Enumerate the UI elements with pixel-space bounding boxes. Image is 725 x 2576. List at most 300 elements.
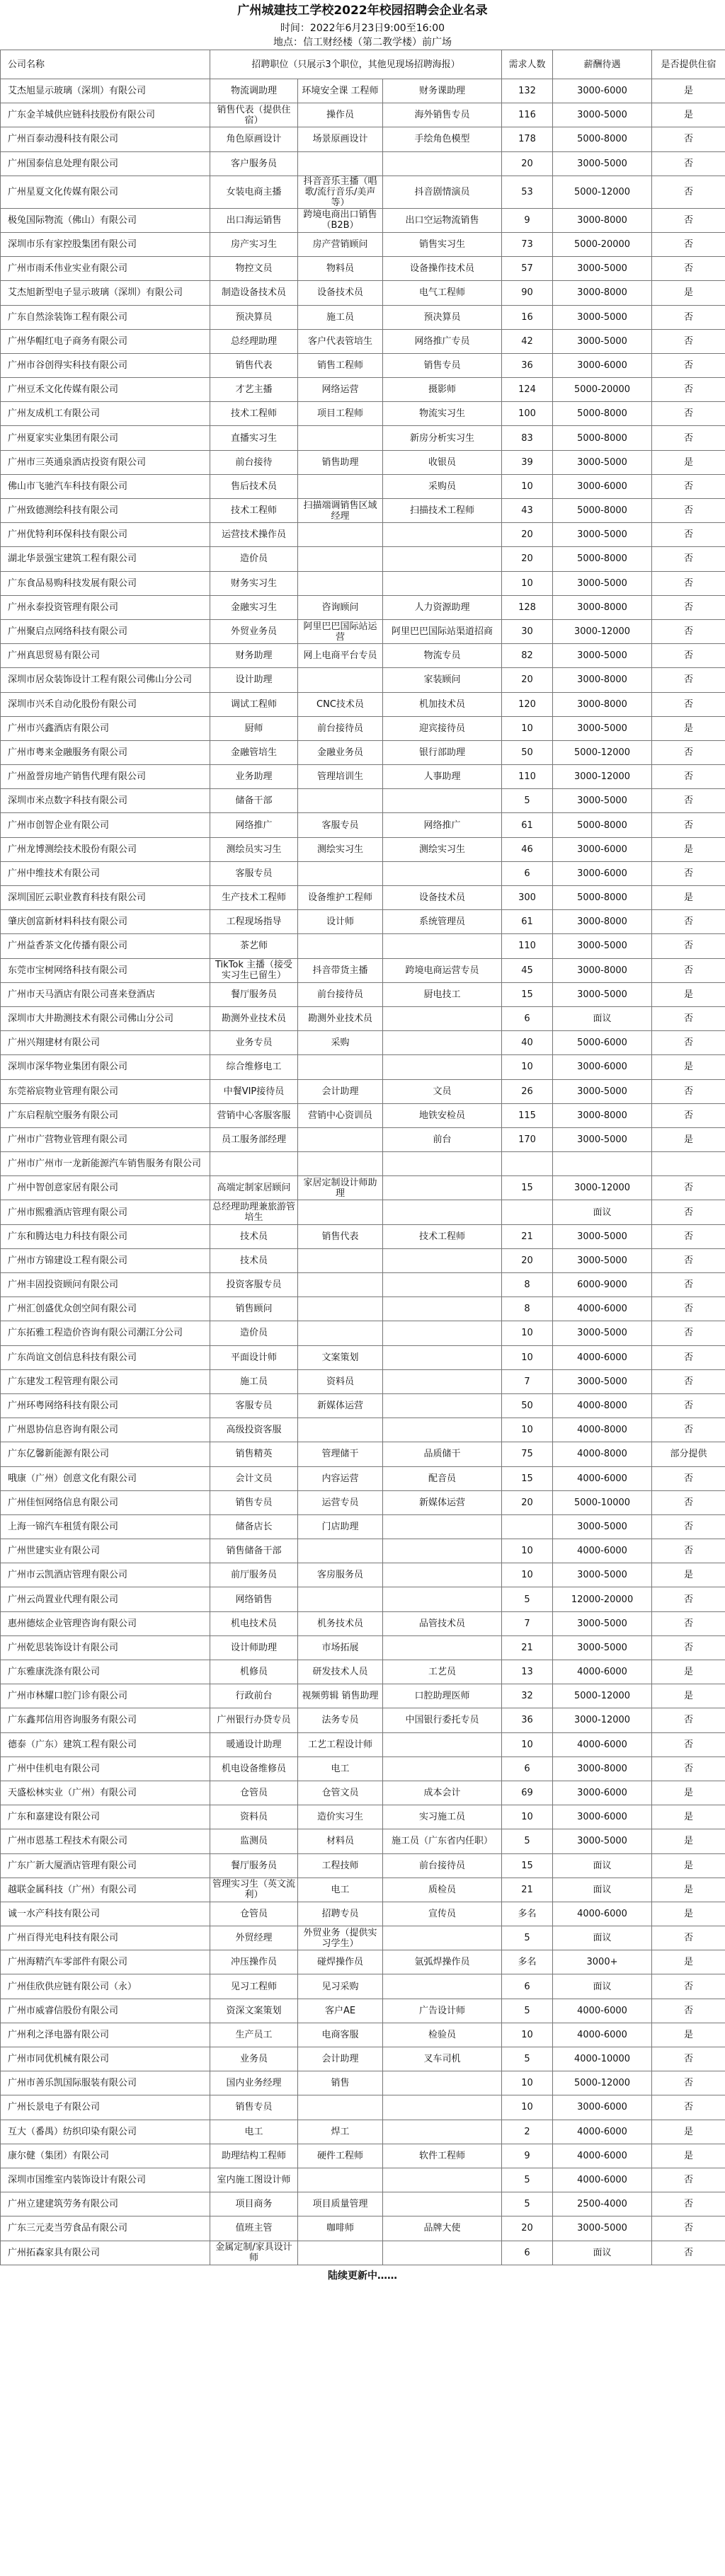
position-3 xyxy=(383,1926,502,1950)
salary: 5000-12000 xyxy=(553,176,652,208)
headcount: 10 xyxy=(502,716,553,740)
salary: 3000-5000 xyxy=(553,1224,652,1248)
position-3 xyxy=(383,1297,502,1321)
table-row xyxy=(1,1926,725,1950)
housing: 否 xyxy=(652,1539,725,1563)
company-name: 越联金属科技（广州）有限公司 xyxy=(1,1878,210,1902)
salary: 3000-12000 xyxy=(553,1708,652,1732)
position-1: 预决算员 xyxy=(210,305,298,329)
position-2: 金融业务员 xyxy=(298,740,383,764)
table-row xyxy=(1,861,725,885)
table-row xyxy=(1,1514,725,1539)
headcount: 120 xyxy=(502,692,553,716)
salary: 3000-5000 xyxy=(553,1635,652,1660)
position-2: 研发技术人员 xyxy=(298,1660,383,1684)
position-3: 新媒体运营 xyxy=(383,1490,502,1514)
headcount: 6 xyxy=(502,2241,553,2265)
headcount: 8 xyxy=(502,1297,553,1321)
table-row xyxy=(1,1708,725,1732)
table-row xyxy=(1,499,725,523)
position-1: 才艺主播 xyxy=(210,378,298,402)
position-3: 品牌大使 xyxy=(383,2216,502,2241)
company-name: 深圳市居众装饰设计工程有限公司佛山分公司 xyxy=(1,668,210,692)
salary: 4000-8000 xyxy=(553,1393,652,1418)
position-3: 海外销售专员 xyxy=(383,103,502,127)
position-1: 中餐VIP接待员 xyxy=(210,1079,298,1103)
headcount: 61 xyxy=(502,813,553,837)
salary: 3000-8000 xyxy=(553,1756,652,1781)
position-3 xyxy=(383,1369,502,1393)
salary: 3000-6000 xyxy=(553,1781,652,1805)
table-row xyxy=(1,1006,725,1030)
housing: 否 xyxy=(652,151,725,176)
position-3: 跨境电商运营专员 xyxy=(383,958,502,982)
headcount: 10 xyxy=(502,571,553,595)
position-1: 室内施工图设计师 xyxy=(210,2168,298,2192)
company-name: 广州真思贸易有限公司 xyxy=(1,644,210,668)
position-3 xyxy=(383,523,502,547)
headcount: 10 xyxy=(502,1732,553,1756)
position-3: 工艺员 xyxy=(383,1660,502,1684)
company-name: 天盛松林实业（广州）有限公司 xyxy=(1,1781,210,1805)
position-2: 营销中心资训员 xyxy=(298,1103,383,1127)
position-1: 角色原画设计 xyxy=(210,127,298,151)
housing: 否 xyxy=(652,1418,725,1442)
housing: 是 xyxy=(652,1853,725,1878)
company-name: 广州拓森家具有限公司 xyxy=(1,2241,210,2265)
table-row xyxy=(1,1248,725,1272)
salary: 5000-8000 xyxy=(553,886,652,910)
salary: 3000-6000 xyxy=(553,474,652,498)
position-1: 网络推广 xyxy=(210,813,298,837)
headcount: 124 xyxy=(502,378,553,402)
table-row xyxy=(1,765,725,789)
position-3: 物流专员 xyxy=(383,644,502,668)
housing: 否 xyxy=(652,208,725,232)
salary: 3000-6000 xyxy=(553,837,652,861)
table-row xyxy=(1,176,725,208)
position-3: 预决算员 xyxy=(383,305,502,329)
position-1: 制造设备技术员 xyxy=(210,281,298,305)
headcount: 73 xyxy=(502,232,553,256)
salary: 3000-5000 xyxy=(553,982,652,1006)
position-1: 业务员 xyxy=(210,2047,298,2071)
position-1: 财务助理 xyxy=(210,644,298,668)
position-2 xyxy=(298,1539,383,1563)
table-row xyxy=(1,619,725,643)
position-1: 管理实习生（英文流利） xyxy=(210,1878,298,1902)
company-name: 深圳市兴禾自动化股份有限公司 xyxy=(1,692,210,716)
position-1: 技术员 xyxy=(210,1224,298,1248)
position-3: 测绘实习生 xyxy=(383,837,502,861)
housing: 否 xyxy=(652,1297,725,1321)
company-name: 广东雅康洗涤有限公司 xyxy=(1,1660,210,1684)
position-3: 品质储干 xyxy=(383,1442,502,1466)
company-name: 广州豆禾文化传媒有限公司 xyxy=(1,378,210,402)
event-place: 地点：信工财经楼（第二教学楼）前广场 xyxy=(273,37,452,48)
position-3: 出口空运物流销售 xyxy=(383,208,502,232)
salary: 4000-6000 xyxy=(553,1345,652,1369)
headcount: 5 xyxy=(502,2047,553,2071)
position-2: 测绘实习生 xyxy=(298,837,383,861)
table-row xyxy=(1,982,725,1006)
position-2 xyxy=(298,571,383,595)
position-2: 见习采购 xyxy=(298,1974,383,1999)
position-2 xyxy=(298,2095,383,2120)
company-name: 深圳市深华物业集团有限公司 xyxy=(1,1055,210,1079)
table-row xyxy=(1,257,725,281)
position-1: 见习工程师 xyxy=(210,1974,298,1999)
position-2: 客户AE xyxy=(298,1999,383,2023)
position-2 xyxy=(298,1273,383,1297)
company-name: 广州市雨禾伟业实业有限公司 xyxy=(1,257,210,281)
company-name: 康尔健（集团）有限公司 xyxy=(1,2144,210,2168)
position-1: 外贸经理 xyxy=(210,1926,298,1950)
position-1: 仓管员 xyxy=(210,1902,298,1926)
col-salary: 薪酬待遇 xyxy=(553,50,652,79)
housing: 否 xyxy=(652,1490,725,1514)
salary: 5000-8000 xyxy=(553,547,652,571)
position-3 xyxy=(383,2095,502,2120)
salary: 3000+ xyxy=(553,1950,652,1974)
headcount: 多名 xyxy=(502,1950,553,1974)
headcount: 36 xyxy=(502,1708,553,1732)
headcount: 10 xyxy=(502,1539,553,1563)
salary: 3000-8000 xyxy=(553,208,652,232)
housing: 否 xyxy=(652,1031,725,1055)
position-3: 厨电技工 xyxy=(383,982,502,1006)
col-positions: 招聘职位（只展示3个职位，其他见现场招聘海报） xyxy=(210,50,502,79)
position-2: 抖音带货主播 xyxy=(298,958,383,982)
salary: 面议 xyxy=(553,1200,652,1224)
headcount: 75 xyxy=(502,1442,553,1466)
company-name: 广州市创智企业有限公司 xyxy=(1,813,210,837)
housing: 否 xyxy=(652,765,725,789)
position-3: 品管技术员 xyxy=(383,1611,502,1635)
headcount: 42 xyxy=(502,329,553,353)
housing: 否 xyxy=(652,668,725,692)
position-2: CNC技术员 xyxy=(298,692,383,716)
headcount: 43 xyxy=(502,499,553,523)
company-name: 广东食品易购科技发展有限公司 xyxy=(1,571,210,595)
table-row xyxy=(1,1345,725,1369)
table-row xyxy=(1,402,725,426)
salary: 4000-6000 xyxy=(553,1999,652,2023)
salary: 3000-8000 xyxy=(553,595,652,619)
position-1: 茶艺师 xyxy=(210,934,298,958)
headcount: 10 xyxy=(502,1345,553,1369)
position-2 xyxy=(298,934,383,958)
position-3 xyxy=(383,1563,502,1587)
company-name: 广州盈誉房地产销售代理有限公司 xyxy=(1,765,210,789)
position-3 xyxy=(383,1514,502,1539)
housing: 否 xyxy=(652,2095,725,2120)
position-1: 储备店长 xyxy=(210,1514,298,1539)
company-name: 广州市广营物业管理有限公司 xyxy=(1,1127,210,1151)
position-1: 前厅服务员 xyxy=(210,1563,298,1587)
company-name: 广州长景电子有限公司 xyxy=(1,2095,210,2120)
housing: 否 xyxy=(652,1273,725,1297)
housing: 否 xyxy=(652,2071,725,2095)
position-1: 员工服务部经理 xyxy=(210,1127,298,1151)
table-row xyxy=(1,1853,725,1878)
position-1: 销售代表 xyxy=(210,353,298,377)
company-name: 深圳国匠云职业教育科技有限公司 xyxy=(1,886,210,910)
salary: 4000-6000 xyxy=(553,2144,652,2168)
headcount: 2 xyxy=(502,2120,553,2144)
salary: 面议 xyxy=(553,1974,652,1999)
salary: 3000-5000 xyxy=(553,2216,652,2241)
position-1: 餐厅服务员 xyxy=(210,982,298,1006)
position-2: 项目工程师 xyxy=(298,402,383,426)
headcount: 20 xyxy=(502,668,553,692)
salary: 4000-8000 xyxy=(553,1418,652,1442)
position-1: 销售代表（提供住宿） xyxy=(210,103,298,127)
headcount: 20 xyxy=(502,547,553,571)
headcount: 32 xyxy=(502,1684,553,1708)
company-name: 广州友成机工有限公司 xyxy=(1,402,210,426)
headcount: 21 xyxy=(502,1878,553,1902)
salary: 12000-20000 xyxy=(553,1587,652,1611)
company-name: 广州云尚置业代理有限公司 xyxy=(1,1587,210,1611)
position-2 xyxy=(298,668,383,692)
position-3 xyxy=(383,1345,502,1369)
salary: 面议 xyxy=(553,1853,652,1878)
position-1: 广州银行办贷专员 xyxy=(210,1708,298,1732)
housing: 否 xyxy=(652,595,725,619)
position-2: 仓管文员 xyxy=(298,1781,383,1805)
company-name: 广州兴翔建材有限公司 xyxy=(1,1031,210,1055)
salary: 5000-8000 xyxy=(553,402,652,426)
table-row xyxy=(1,127,725,151)
headcount: 53 xyxy=(502,176,553,208)
salary: 3000-6000 xyxy=(553,2095,652,2120)
position-2: 咖啡师 xyxy=(298,2216,383,2241)
position-3: 实习施工员 xyxy=(383,1805,502,1829)
company-name: 湖北华景强宝建筑工程有限公司 xyxy=(1,547,210,571)
housing: 是 xyxy=(652,982,725,1006)
company-name: 广东拓雅工程造价咨询有限公司潮江分公司 xyxy=(1,1321,210,1345)
salary: 5000-8000 xyxy=(553,127,652,151)
position-3: 设备操作技术员 xyxy=(383,257,502,281)
company-name: 广州市同优机械有限公司 xyxy=(1,2047,210,2071)
housing: 否 xyxy=(652,1248,725,1272)
headcount: 13 xyxy=(502,1660,553,1684)
salary: 5000-12000 xyxy=(553,2071,652,2095)
table-row xyxy=(1,1635,725,1660)
housing: 否 xyxy=(652,353,725,377)
headcount: 90 xyxy=(502,281,553,305)
position-2 xyxy=(298,1587,383,1611)
salary: 4000-6000 xyxy=(553,1539,652,1563)
table-row xyxy=(1,1152,725,1176)
company-name: 互大（番禺）纺织印染有限公司 xyxy=(1,2120,210,2144)
position-3: 成本会计 xyxy=(383,1781,502,1805)
company-name: 广州聚启点网络科技有限公司 xyxy=(1,619,210,643)
position-1: 金属定制/家具设计师 xyxy=(210,2241,298,2265)
salary: 3000-5000 xyxy=(553,103,652,127)
salary: 3000-5000 xyxy=(553,789,652,813)
position-2 xyxy=(298,151,383,176)
salary: 3000-12000 xyxy=(553,1176,652,1200)
headcount: 21 xyxy=(502,1224,553,1248)
company-name: 广州恩协信息咨询有限公司 xyxy=(1,1418,210,1442)
salary: 4000-6000 xyxy=(553,1660,652,1684)
position-2 xyxy=(298,2168,383,2192)
position-2 xyxy=(298,1248,383,1272)
position-3: 地铁安检员 xyxy=(383,1103,502,1127)
company-name: 广州市天马酒店有限公司喜来登酒店 xyxy=(1,982,210,1006)
position-2 xyxy=(298,1200,383,1224)
company-name: 广州市谷创得实科技有限公司 xyxy=(1,353,210,377)
position-3 xyxy=(383,2192,502,2216)
position-2 xyxy=(298,426,383,450)
headcount: 83 xyxy=(502,426,553,450)
headcount: 5 xyxy=(502,1926,553,1950)
table-row xyxy=(1,1781,725,1805)
salary: 4000-6000 xyxy=(553,2168,652,2192)
company-name: 广州中维技术有限公司 xyxy=(1,861,210,885)
company-name: 广东尚谊文创信息科技有限公司 xyxy=(1,1345,210,1369)
salary: 4000-6000 xyxy=(553,2120,652,2144)
housing: 否 xyxy=(652,1926,725,1950)
table-row xyxy=(1,1539,725,1563)
position-2: 销售工程师 xyxy=(298,353,383,377)
company-name: 深圳市国维室内装饰设计有限公司 xyxy=(1,2168,210,2192)
headcount: 20 xyxy=(502,523,553,547)
headcount: 6 xyxy=(502,1974,553,1999)
position-1: 机修员 xyxy=(210,1660,298,1684)
headcount: 39 xyxy=(502,450,553,474)
headcount: 10 xyxy=(502,1055,553,1079)
company-name: 广州致德测绘科技有限公司 xyxy=(1,499,210,523)
position-1: 外贸业务员 xyxy=(210,619,298,643)
housing: 是 xyxy=(652,2023,725,2047)
housing: 否 xyxy=(652,1393,725,1418)
table-row xyxy=(1,1684,725,1708)
headcount: 21 xyxy=(502,1635,553,1660)
position-3 xyxy=(383,1055,502,1079)
table-row xyxy=(1,934,725,958)
position-3 xyxy=(383,1756,502,1781)
housing: 否 xyxy=(652,740,725,764)
salary: 3000-6000 xyxy=(553,1055,652,1079)
salary: 3000-5000 xyxy=(553,1829,652,1853)
position-3 xyxy=(383,2241,502,2265)
company-name: 广州市三英通泉酒店投资有限公司 xyxy=(1,450,210,474)
salary: 3000-5000 xyxy=(553,151,652,176)
position-2 xyxy=(298,523,383,547)
table-row xyxy=(1,1031,725,1055)
position-3: 扫描技术工程师 xyxy=(383,499,502,523)
housing: 是 xyxy=(652,1563,725,1587)
table-row xyxy=(1,716,725,740)
position-1: 机电设备维修员 xyxy=(210,1756,298,1781)
headcount: 7 xyxy=(502,1369,553,1393)
position-3: 人力资源助理 xyxy=(383,595,502,619)
company-name: 广州佳恒网络信息有限公司 xyxy=(1,1490,210,1514)
position-3: 网络推广 xyxy=(383,813,502,837)
housing: 否 xyxy=(652,426,725,450)
position-3: 银行部助理 xyxy=(383,740,502,764)
company-name: 广州中佳机电有限公司 xyxy=(1,1756,210,1781)
housing: 是 xyxy=(652,1684,725,1708)
company-name: 广东和腾达电力科技有限公司 xyxy=(1,1224,210,1248)
headcount: 10 xyxy=(502,1563,553,1587)
company-name: 广州国泰信息处理有限公司 xyxy=(1,151,210,176)
housing: 否 xyxy=(652,2047,725,2071)
position-2: 运营专员 xyxy=(298,1490,383,1514)
position-2: 焊工 xyxy=(298,2120,383,2144)
position-2: 市场拓展 xyxy=(298,1635,383,1660)
headcount: 300 xyxy=(502,886,553,910)
company-name: 广州市方锦建设工程有限公司 xyxy=(1,1248,210,1272)
company-name: 广州优特利环保科技有限公司 xyxy=(1,523,210,547)
housing: 否 xyxy=(652,1974,725,1999)
housing: 否 xyxy=(652,1708,725,1732)
table-row xyxy=(1,1297,725,1321)
position-2 xyxy=(298,1055,383,1079)
position-3: 宣传员 xyxy=(383,1902,502,1926)
position-1: 餐厅服务员 xyxy=(210,1853,298,1878)
position-3: 新房分析实习生 xyxy=(383,426,502,450)
headcount: 5 xyxy=(502,1829,553,1853)
position-1: 金融管培生 xyxy=(210,740,298,764)
position-2: 抖音音乐主播（唱歌/流行音乐/美声等） xyxy=(298,176,383,208)
position-3: 人事助理 xyxy=(383,765,502,789)
position-2: 扫描端调销售区域经理 xyxy=(298,499,383,523)
housing: 否 xyxy=(652,571,725,595)
housing: 否 xyxy=(652,402,725,426)
headcount: 多名 xyxy=(502,1902,553,1926)
position-1: 营销中心客服客服 xyxy=(210,1103,298,1127)
position-2 xyxy=(298,1297,383,1321)
table-row xyxy=(1,208,725,232)
position-3: 物流实习生 xyxy=(383,402,502,426)
position-2: 客房服务员 xyxy=(298,1563,383,1587)
position-1: 造价员 xyxy=(210,547,298,571)
position-1: 冲压操作员 xyxy=(210,1950,298,1974)
position-3 xyxy=(383,1587,502,1611)
headcount xyxy=(502,1200,553,1224)
housing: 否 xyxy=(652,2241,725,2265)
table-row xyxy=(1,1103,725,1127)
table-row xyxy=(1,1224,725,1248)
table-row xyxy=(1,595,725,619)
headcount: 50 xyxy=(502,1393,553,1418)
housing: 否 xyxy=(652,1999,725,2023)
position-2: 管理培训生 xyxy=(298,765,383,789)
headcount: 128 xyxy=(502,595,553,619)
position-1: 暖通设计助理 xyxy=(210,1732,298,1756)
position-2 xyxy=(298,1127,383,1151)
position-3: 广告设计师 xyxy=(383,1999,502,2023)
position-1: 客户服务员 xyxy=(210,151,298,176)
table-row xyxy=(1,1418,725,1442)
housing: 否 xyxy=(652,1732,725,1756)
position-1: 生产技术工程师 xyxy=(210,886,298,910)
company-name: 广州乾思装饰设计有限公司 xyxy=(1,1635,210,1660)
position-2: 销售助理 xyxy=(298,450,383,474)
headcount: 15 xyxy=(502,982,553,1006)
position-2 xyxy=(298,861,383,885)
position-2 xyxy=(298,547,383,571)
position-3: 销售实习生 xyxy=(383,232,502,256)
position-2: 跨境电商出口销售（B2B） xyxy=(298,208,383,232)
table-row xyxy=(1,1611,725,1635)
headcount: 5 xyxy=(502,2168,553,2192)
position-2: 电工 xyxy=(298,1756,383,1781)
